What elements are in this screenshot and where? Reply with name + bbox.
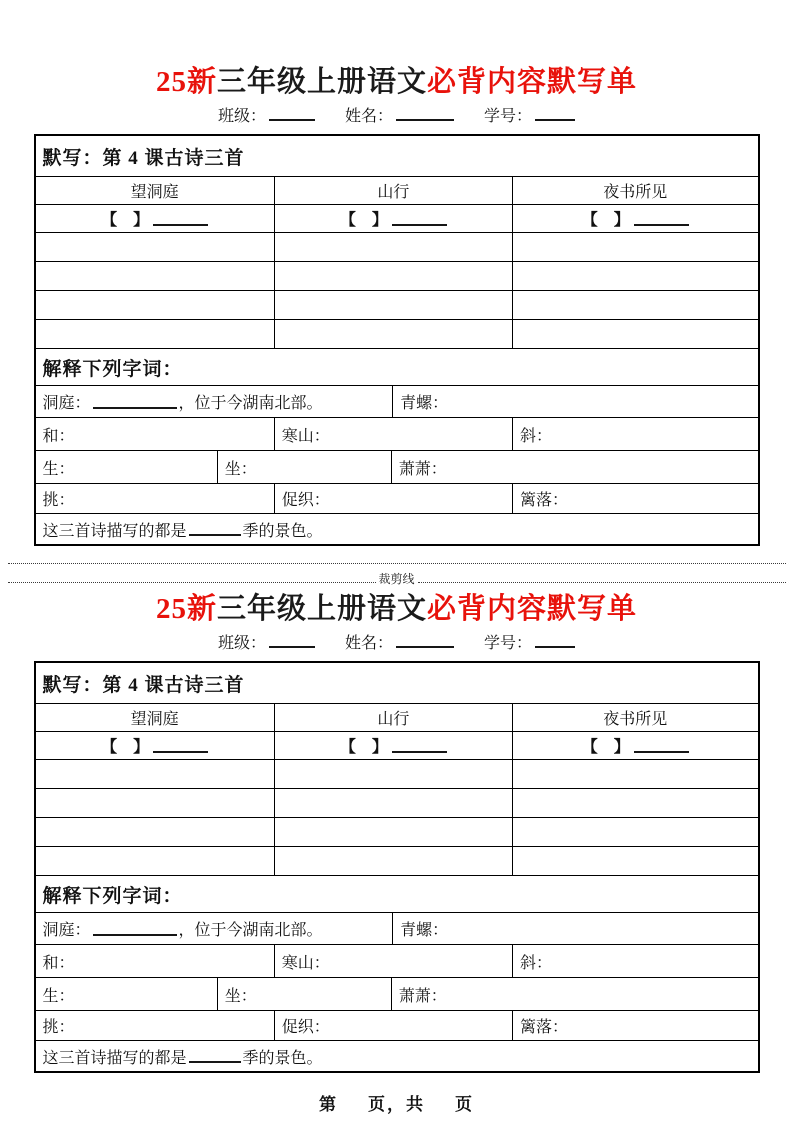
class-field [218,108,315,125]
worksheet-copy-1 [0,64,793,546]
student-id-label: 学号： [484,635,533,652]
term-cell-dongting [36,386,393,417]
worksheet-copy-2 [0,591,793,1073]
answer-cell [512,291,757,319]
title-red-prefix: 25新 [155,66,217,98]
author-bracket-cell [512,205,757,232]
student-info-line [0,106,793,130]
term-blank-line [93,395,177,409]
answer-row [36,290,758,319]
term-cell-hanshan: 寒山： [274,418,512,450]
explain-header-row [36,875,758,912]
poem-title-yeshusuojian: 夜书所见 [512,177,757,204]
term-cell-liluo: 篱落： [512,484,757,513]
author-blank-line [153,739,208,753]
author-bracket-cell [274,732,512,759]
student-id-field [484,635,575,652]
author-blank-line [634,739,689,753]
term-row-1 [36,385,758,417]
author-blank-line [392,212,447,226]
poem-title-shanxing: 山行 [274,704,512,731]
term-cell-xiaoxiao: 萧萧： [391,978,758,1010]
dictation-table [34,661,760,1073]
term-cell-xiaoxiao: 萧萧： [391,451,758,483]
explain-header-row [36,348,758,385]
answer-row [36,261,758,290]
name-field [345,635,454,652]
term-row-3 [36,977,758,1010]
title-red-suffix: 必背内容默写单 [427,593,638,625]
dictation-header-row [36,136,758,176]
dictation-header: 默写：第 4 课古诗三首 [42,674,245,696]
title-black-part: 三年级上册语文 [216,593,427,625]
summary-prefix: 这三首诗描写的都是 [42,522,187,540]
answer-cell [512,233,757,261]
dictation-header-row [36,663,758,703]
answer-cell [36,847,274,875]
answer-row [36,817,758,846]
cut-dotted-line [8,582,376,583]
class-label: 班级： [217,635,266,652]
term-label: 洞庭： [42,395,91,412]
term-cell-qingluo: 青螺： [392,386,757,417]
author-bracket-cell [36,205,274,232]
answer-cell [36,760,274,788]
answer-cell [274,789,512,817]
author-blank-line [153,212,208,226]
class-label: 班级： [217,108,266,125]
answer-cell [36,262,274,290]
answer-cell [274,847,512,875]
name-field [345,108,454,125]
answer-cell [274,818,512,846]
name-blank-line [396,634,454,648]
explain-header: 解释下列字词： [42,358,183,380]
poem-title-shanxing: 山行 [274,177,512,204]
student-id-field [484,108,575,125]
term-cell-cuzhi: 促织： [274,484,512,513]
summary-row [36,1040,758,1071]
term-cell-sheng: 生： [42,460,75,478]
class-blank-line [269,634,315,648]
term-cell-he: 和： [42,954,75,972]
dynasty-bracket: 【 】 [101,739,150,756]
cut-line-area [0,563,793,586]
answer-cell [274,320,512,348]
author-bracket-cell [36,732,274,759]
answer-cell [36,818,274,846]
summary-suffix: 季的景色。 [242,1049,323,1067]
footer-page-middle: 页，共 [368,1095,425,1114]
term-cell-qingluo: 青螺： [392,913,757,944]
page-footer [0,1090,793,1115]
answer-cell [36,233,274,261]
answer-cell [274,760,512,788]
term-cell-zuo: 坐： [217,451,391,483]
term-label: 洞庭： [42,922,91,939]
author-blank-line [634,212,689,226]
title-black-part: 三年级上册语文 [216,66,427,98]
student-id-label: 学号： [484,108,533,125]
answer-row [36,759,758,788]
cut-label-row [8,564,786,586]
student-id-blank-line [535,634,575,648]
answer-cell [36,291,274,319]
dynasty-bracket: 【 】 [339,739,388,756]
summary-cell [36,1041,758,1071]
summary-suffix: 季的景色。 [242,522,323,540]
answer-row [36,232,758,261]
summary-row [36,513,758,544]
dictation-table [34,134,760,546]
author-bracket-row [36,731,758,759]
dynasty-bracket: 【 】 [339,212,388,229]
author-bracket-row [36,204,758,232]
poem-title-row [36,176,758,204]
term-row-4 [36,483,758,513]
title-red-prefix: 25新 [155,593,217,625]
author-bracket-cell [274,205,512,232]
poem-title-wangdongting: 望洞庭 [130,711,179,728]
answer-cell [274,291,512,319]
poem-title-wangdongting: 望洞庭 [130,184,179,201]
term-suffix: ，位于今湖南北部。 [178,395,323,412]
term-cell-tiao: 挑： [42,492,75,509]
term-row-3 [36,450,758,483]
poem-title-yeshusuojian: 夜书所见 [512,704,757,731]
term-cell-cuzhi: 促织： [274,1011,512,1040]
cut-dotted-line [418,582,786,583]
answer-cell [512,262,757,290]
term-row-2 [36,944,758,977]
term-cell-xie: 斜： [512,418,757,450]
page-title [0,64,793,100]
student-info-line [0,633,793,657]
term-row-4 [36,1010,758,1040]
term-cell-dongting [36,913,393,944]
season-blank-line [189,1049,241,1063]
answer-cell [512,789,757,817]
term-cell-liluo: 篱落： [512,1011,757,1040]
answer-row [36,788,758,817]
footer-page-suffix: 页 [455,1095,474,1114]
term-cell-xie: 斜： [512,945,757,977]
name-label: 姓名： [344,108,393,125]
name-label: 姓名： [344,635,393,652]
term-blank-line [93,922,177,936]
answer-cell [36,320,274,348]
author-blank-line [392,739,447,753]
footer-page-prefix: 第 [319,1095,338,1114]
answer-cell [36,789,274,817]
class-field [218,635,315,652]
answer-cell [512,818,757,846]
name-blank-line [396,107,454,121]
student-id-blank-line [535,107,575,121]
cut-line-label: 裁剪线 [376,573,418,586]
term-cell-sheng: 生： [42,987,75,1005]
dictation-header: 默写：第 4 课古诗三首 [42,147,245,169]
term-cell-tiao: 挑： [42,1019,75,1036]
poem-title-row [36,703,758,731]
dynasty-bracket: 【 】 [581,212,630,229]
summary-prefix: 这三首诗描写的都是 [42,1049,187,1067]
class-blank-line [269,107,315,121]
answer-row [36,846,758,875]
answer-cell [512,760,757,788]
term-cell-he: 和： [42,427,75,445]
answer-cell [274,233,512,261]
author-bracket-cell [512,732,757,759]
answer-cell [512,847,757,875]
term-row-2 [36,417,758,450]
term-row-1 [36,912,758,944]
summary-cell [36,514,758,544]
season-blank-line [189,522,241,536]
page-title [0,591,793,627]
answer-cell [512,320,757,348]
term-cell-hanshan: 寒山： [274,945,512,977]
answer-row [36,319,758,348]
term-suffix: ，位于今湖南北部。 [178,922,323,939]
answer-cell [274,262,512,290]
term-cell-zuo: 坐： [217,978,391,1010]
title-red-suffix: 必背内容默写单 [427,66,638,98]
dynasty-bracket: 【 】 [101,212,150,229]
dynasty-bracket: 【 】 [581,739,630,756]
explain-header: 解释下列字词： [42,885,183,907]
